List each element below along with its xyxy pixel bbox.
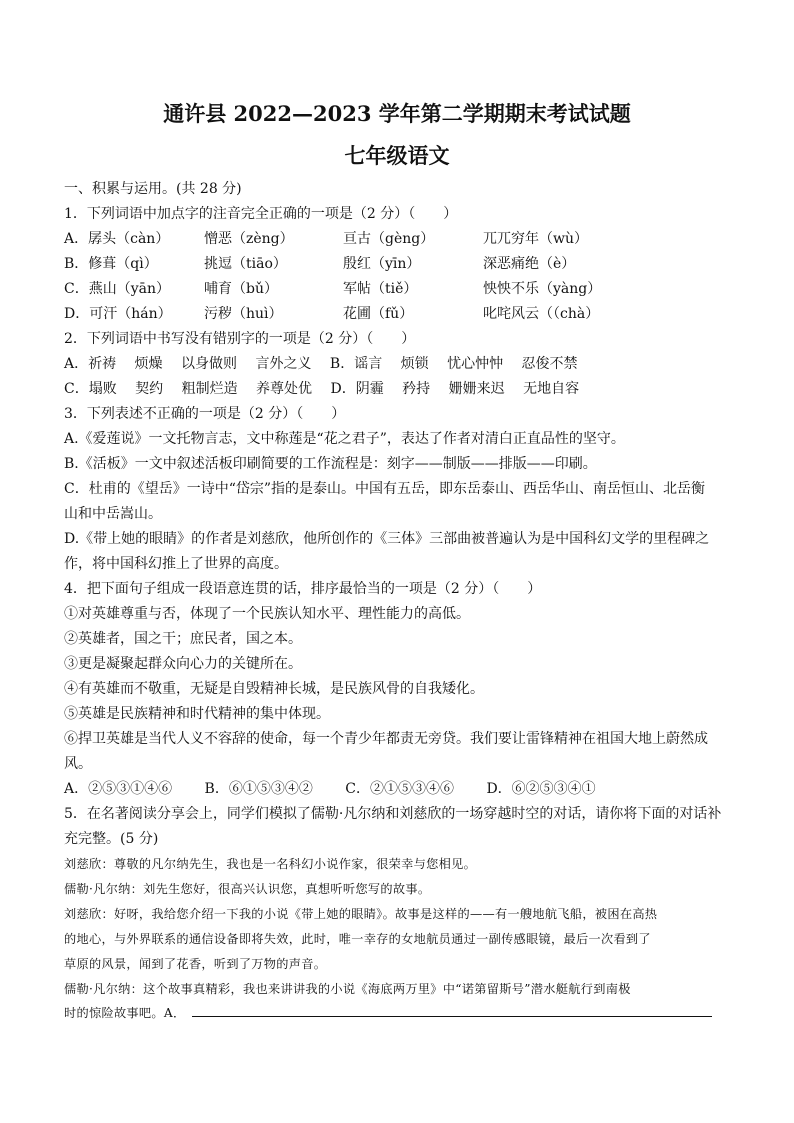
q1-option-c-3: 军帖（tiě） bbox=[343, 281, 418, 297]
q1-option-a-3: 亘古（gèng） bbox=[343, 231, 435, 247]
q1-option-a-2: 憎恶（zèng） bbox=[204, 231, 294, 247]
q1-option-d-3: 花圃（fǔ） bbox=[343, 306, 414, 322]
q5-stem-cont: 充完整。(5 分) bbox=[64, 831, 159, 847]
q1-option-b-2: 挑逗（tiāo） bbox=[204, 256, 287, 272]
q1-option-b-3: 殷红（yīn） bbox=[343, 256, 421, 272]
q3-option-c-cont: 山和中岳嵩山。 bbox=[64, 506, 162, 522]
q3-option-b: B.《活板》一文中叙述活板印刷简要的工作流程是：刻字——制版——排版——印刷。 bbox=[64, 456, 597, 472]
dialog-line: 的地心，与外界联系的通信设备即将失效，此时，唯一幸存的女地航员通过一副传感眼镜，最后一次看到了 bbox=[64, 932, 651, 946]
q3-stem: 3．下列表述不正确的一项是（2 分）（ ） bbox=[64, 406, 346, 422]
q5-stem: 5．在名著阅读分享会上，同学们模拟了儒勒·凡尔纳和刘慈欣的一场穿越时空的对话，请你将下面的对话补 bbox=[64, 806, 722, 822]
q4-stem: 4．把下面句子组成一段语意连贯的话，排序最恰当的一项是（2 分）（ ） bbox=[64, 581, 542, 597]
q4-options: A．②⑤③①④⑥ B．⑥①⑤③④② C．②①⑤③④⑥ D．⑥②⑤③④① bbox=[64, 781, 596, 797]
section-heading: 一、积累与运用。(共 28 分) bbox=[64, 181, 242, 197]
answer-blank[interactable] bbox=[192, 1004, 712, 1017]
q1-stem: 1．下列词语中加点字的注音完全正确的一项是（2 分）（ ） bbox=[64, 206, 458, 222]
q4-sentence-4: ④有英雄而不敬重，无疑是自毁精神长城，是民族风骨的自我矮化。 bbox=[64, 681, 484, 697]
q4-sentence-3: ③更是凝聚起群众向心力的关键所在。 bbox=[64, 656, 302, 672]
dialog-line: 儒勒·凡尔纳：这个故事真精彩，我也来讲讲我的小说《海底两万里》中“诺第留斯号”潜水艇航行到南极 bbox=[64, 982, 631, 996]
q4-sentence-6-cont: 风。 bbox=[64, 756, 92, 772]
q4-sentence-5: ⑤英雄是民族精神和时代精神的集中体现。 bbox=[64, 706, 330, 722]
q1-option-c-4: 怏怏不乐（yàng） bbox=[483, 281, 602, 297]
q4-sentence-6: ⑥捍卫英雄是当代人义不容辞的使命，每一个青少年都责无旁贷。我们要让雷锋精神在祖国大地上蔚然成 bbox=[64, 731, 708, 747]
exam-subtitle: 七年级语文 bbox=[344, 143, 450, 168]
q1-option-c-1: C．燕山（yān） bbox=[64, 281, 170, 297]
q2-options-cd: C．塌败 契约 粗制烂造 养尊处优 D．阴霾 矜持 姗姗来迟 无地自容 bbox=[64, 381, 580, 397]
q3-option-d-cont: 作，将中国科幻推上了世界的高度。 bbox=[64, 556, 288, 572]
dialog-line: 草原的风景，闻到了花香，听到了万物的声音。 bbox=[64, 957, 327, 971]
q3-option-a: A.《爱莲说》一文托物言志，文中称莲是“花之君子”，表达了作者对清白正直品性的坚守。 bbox=[64, 431, 625, 447]
q1-option-b-4: 深恶痛绝（è） bbox=[483, 256, 576, 272]
q4-sentence-1: ①对英雄尊重与否，体现了一个民族认知水平、理性能力的高低。 bbox=[64, 606, 470, 622]
q3-option-c: C．杜甫的《望岳》一诗中“岱宗”指的是泰山。中国有五岳，即东岳泰山、西岳华山、南岳恒山、北岳衡 bbox=[64, 481, 706, 497]
q1-option-c-2: 哺育（bǔ） bbox=[204, 281, 278, 297]
q1-option-d-4: 叱咤风云（（chà） bbox=[483, 306, 600, 322]
q1-option-b-1: B．修葺（qì） bbox=[64, 256, 158, 272]
q1-option-d-1: D．可汗（hán） bbox=[64, 306, 172, 322]
q1-option-d-2: 污秽（huì） bbox=[204, 306, 283, 322]
q1-option-a-4: 兀兀穷年（wù） bbox=[483, 231, 588, 247]
q2-options-ab: A．祈祷 烦燥 以身做则 言外之义 B．谣言 烦锁 忧心忡忡 忍俊不禁 bbox=[64, 356, 578, 372]
q3-option-d: D.《带上她的眼睛》的作者是刘慈欣，他所创作的《三体》三部曲被普遍认为是中国科幻文学的里程碑之 bbox=[64, 531, 710, 547]
dialog-line: 刘慈欣：尊敬的凡尔纳先生，我也是一名科幻小说作家，很荣幸与您相见。 bbox=[64, 857, 477, 871]
dialog-answer-line bbox=[64, 1004, 734, 1022]
dialog-line: 刘慈欣：好呀，我给您介绍一下我的小说《带上她的眼睛》。故事是这样的——有一艘地航飞船，被困在高热 bbox=[64, 907, 658, 921]
dialog-line: 儒勒·凡尔纳：刘先生您好，很高兴认识您，真想听听您写的故事。 bbox=[64, 882, 431, 896]
dialog-line: 时的惊险故事吧。A． bbox=[64, 1006, 186, 1020]
q1-option-a-1: A．孱头（càn） bbox=[64, 231, 170, 247]
exam-title: 通许县 2022—2023 学年第二学期期末考试试题 bbox=[163, 101, 631, 126]
q2-stem: 2．下列词语中书写没有错别字的一项是（2 分）（ ） bbox=[64, 331, 416, 347]
q4-sentence-2: ②英雄者，国之干；庶民者，国之本。 bbox=[64, 631, 302, 647]
